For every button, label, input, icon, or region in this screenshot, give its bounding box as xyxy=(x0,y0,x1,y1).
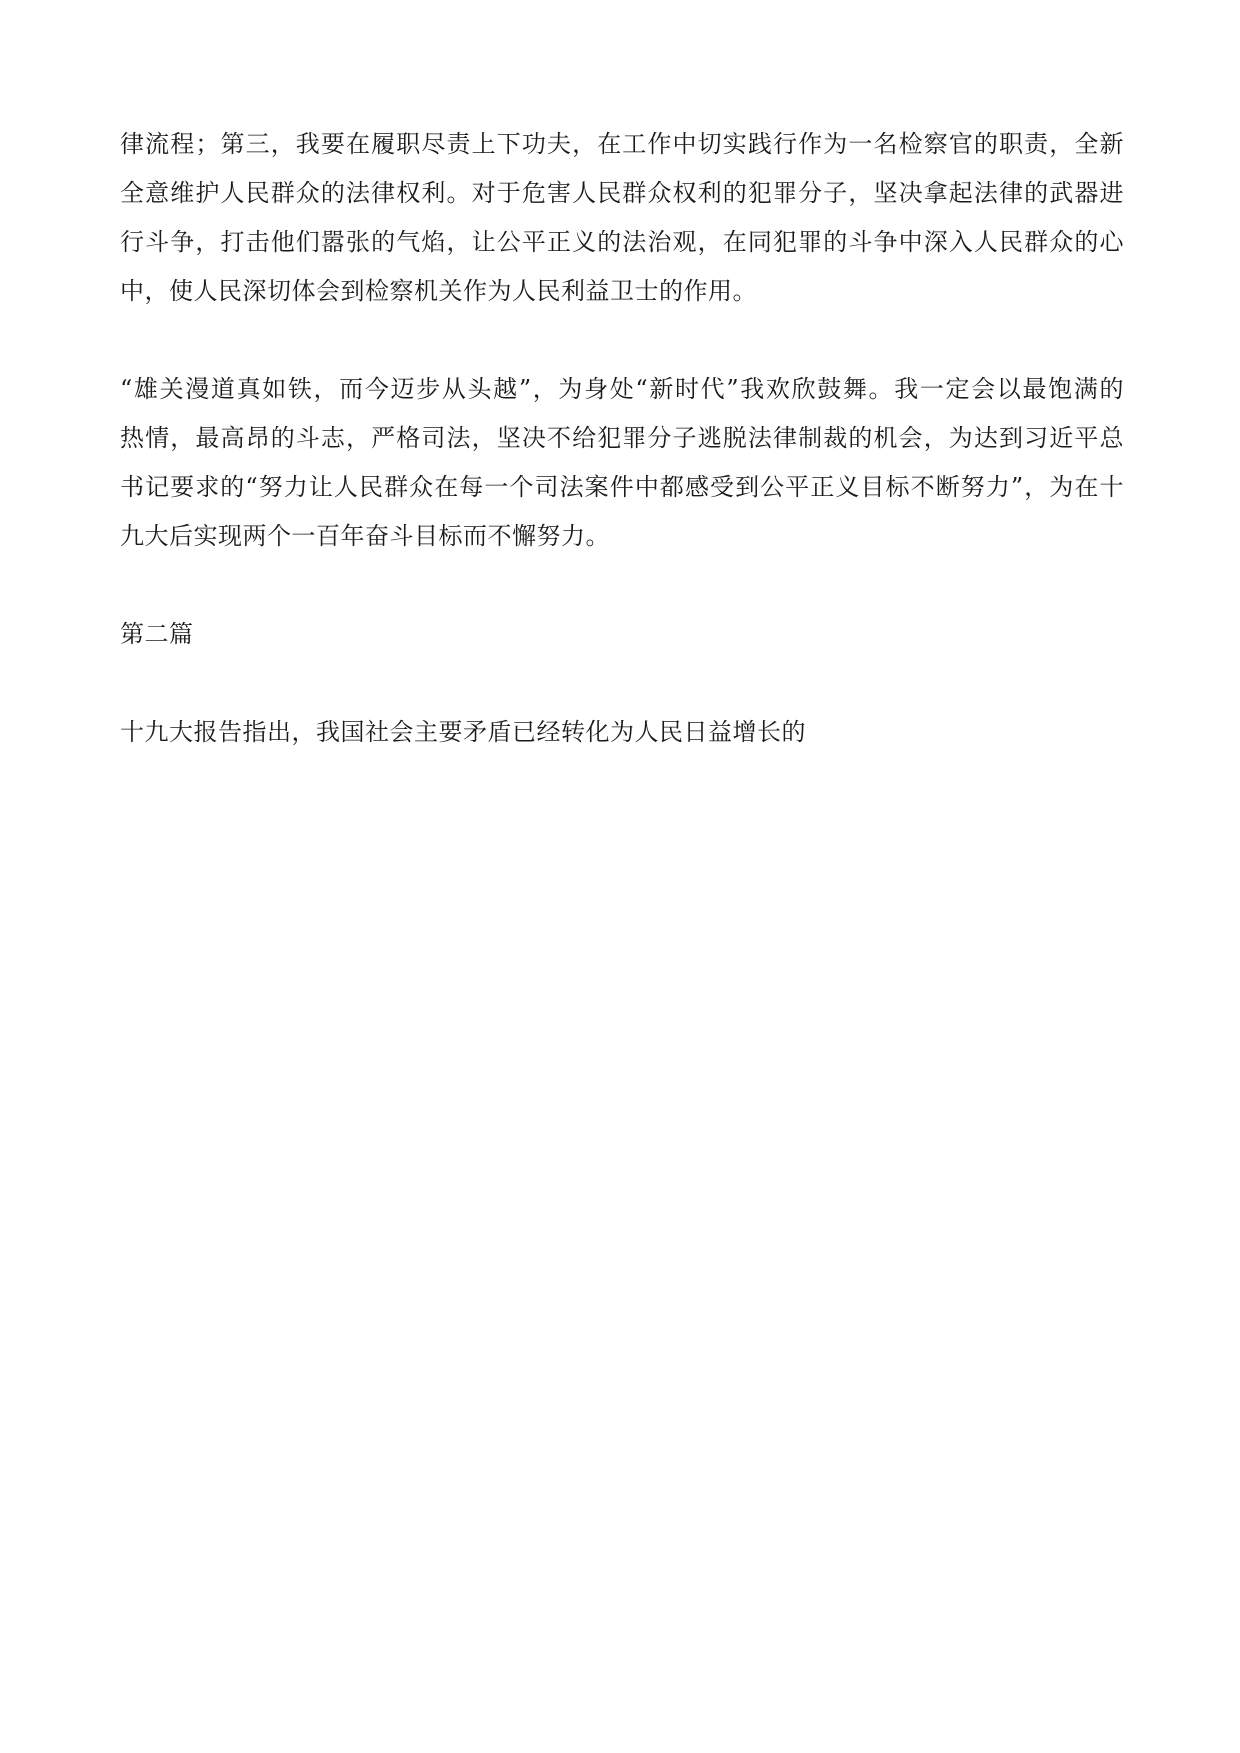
paragraph-2-line-3: 书记要求的“努力让人民群众在每一个司法案件中都感受到公平正义目标不断努力”，为在十 xyxy=(120,473,1124,501)
paragraph-1-line-3: 行斗争，打击他们嚣张的气焰，让公平正义的法治观，在同犯罪的斗争中深入人民群众的心 xyxy=(120,228,1124,256)
paragraph-1-line-2: 全意维护人民群众的法律权利。对于危害人民群众权利的犯罪分子，坚决拿起法律的武器进 xyxy=(120,179,1124,207)
paragraph-2-line-4: 九大后实现两个一百年奋斗目标而不懈努力。 xyxy=(120,522,610,550)
paragraph-3-line-1: 十九大报告指出，我国社会主要矛盾已经转化为人民日益增长的 xyxy=(120,718,806,746)
paragraph-2-line-1: “雄关漫道真如铁，而今迈步从头越”，为身处“新时代”我欢欣鼓舞。我一定会以最饱满的 xyxy=(120,375,1124,403)
paragraph-1-line-1: 律流程；第三，我要在履职尽责上下功夫，在工作中切实践行作为一名检察官的职责，全新 xyxy=(120,130,1124,158)
section-heading: 第二篇 xyxy=(120,620,194,648)
paragraph-1-line-4: 中，使人民深切体会到检察机关作为人民利益卫士的作用。 xyxy=(120,277,757,305)
paragraph-2-line-2: 热情，最高昂的斗志，严格司法，坚决不给犯罪分子逃脱法律制裁的机会，为达到习近平总 xyxy=(120,424,1124,452)
